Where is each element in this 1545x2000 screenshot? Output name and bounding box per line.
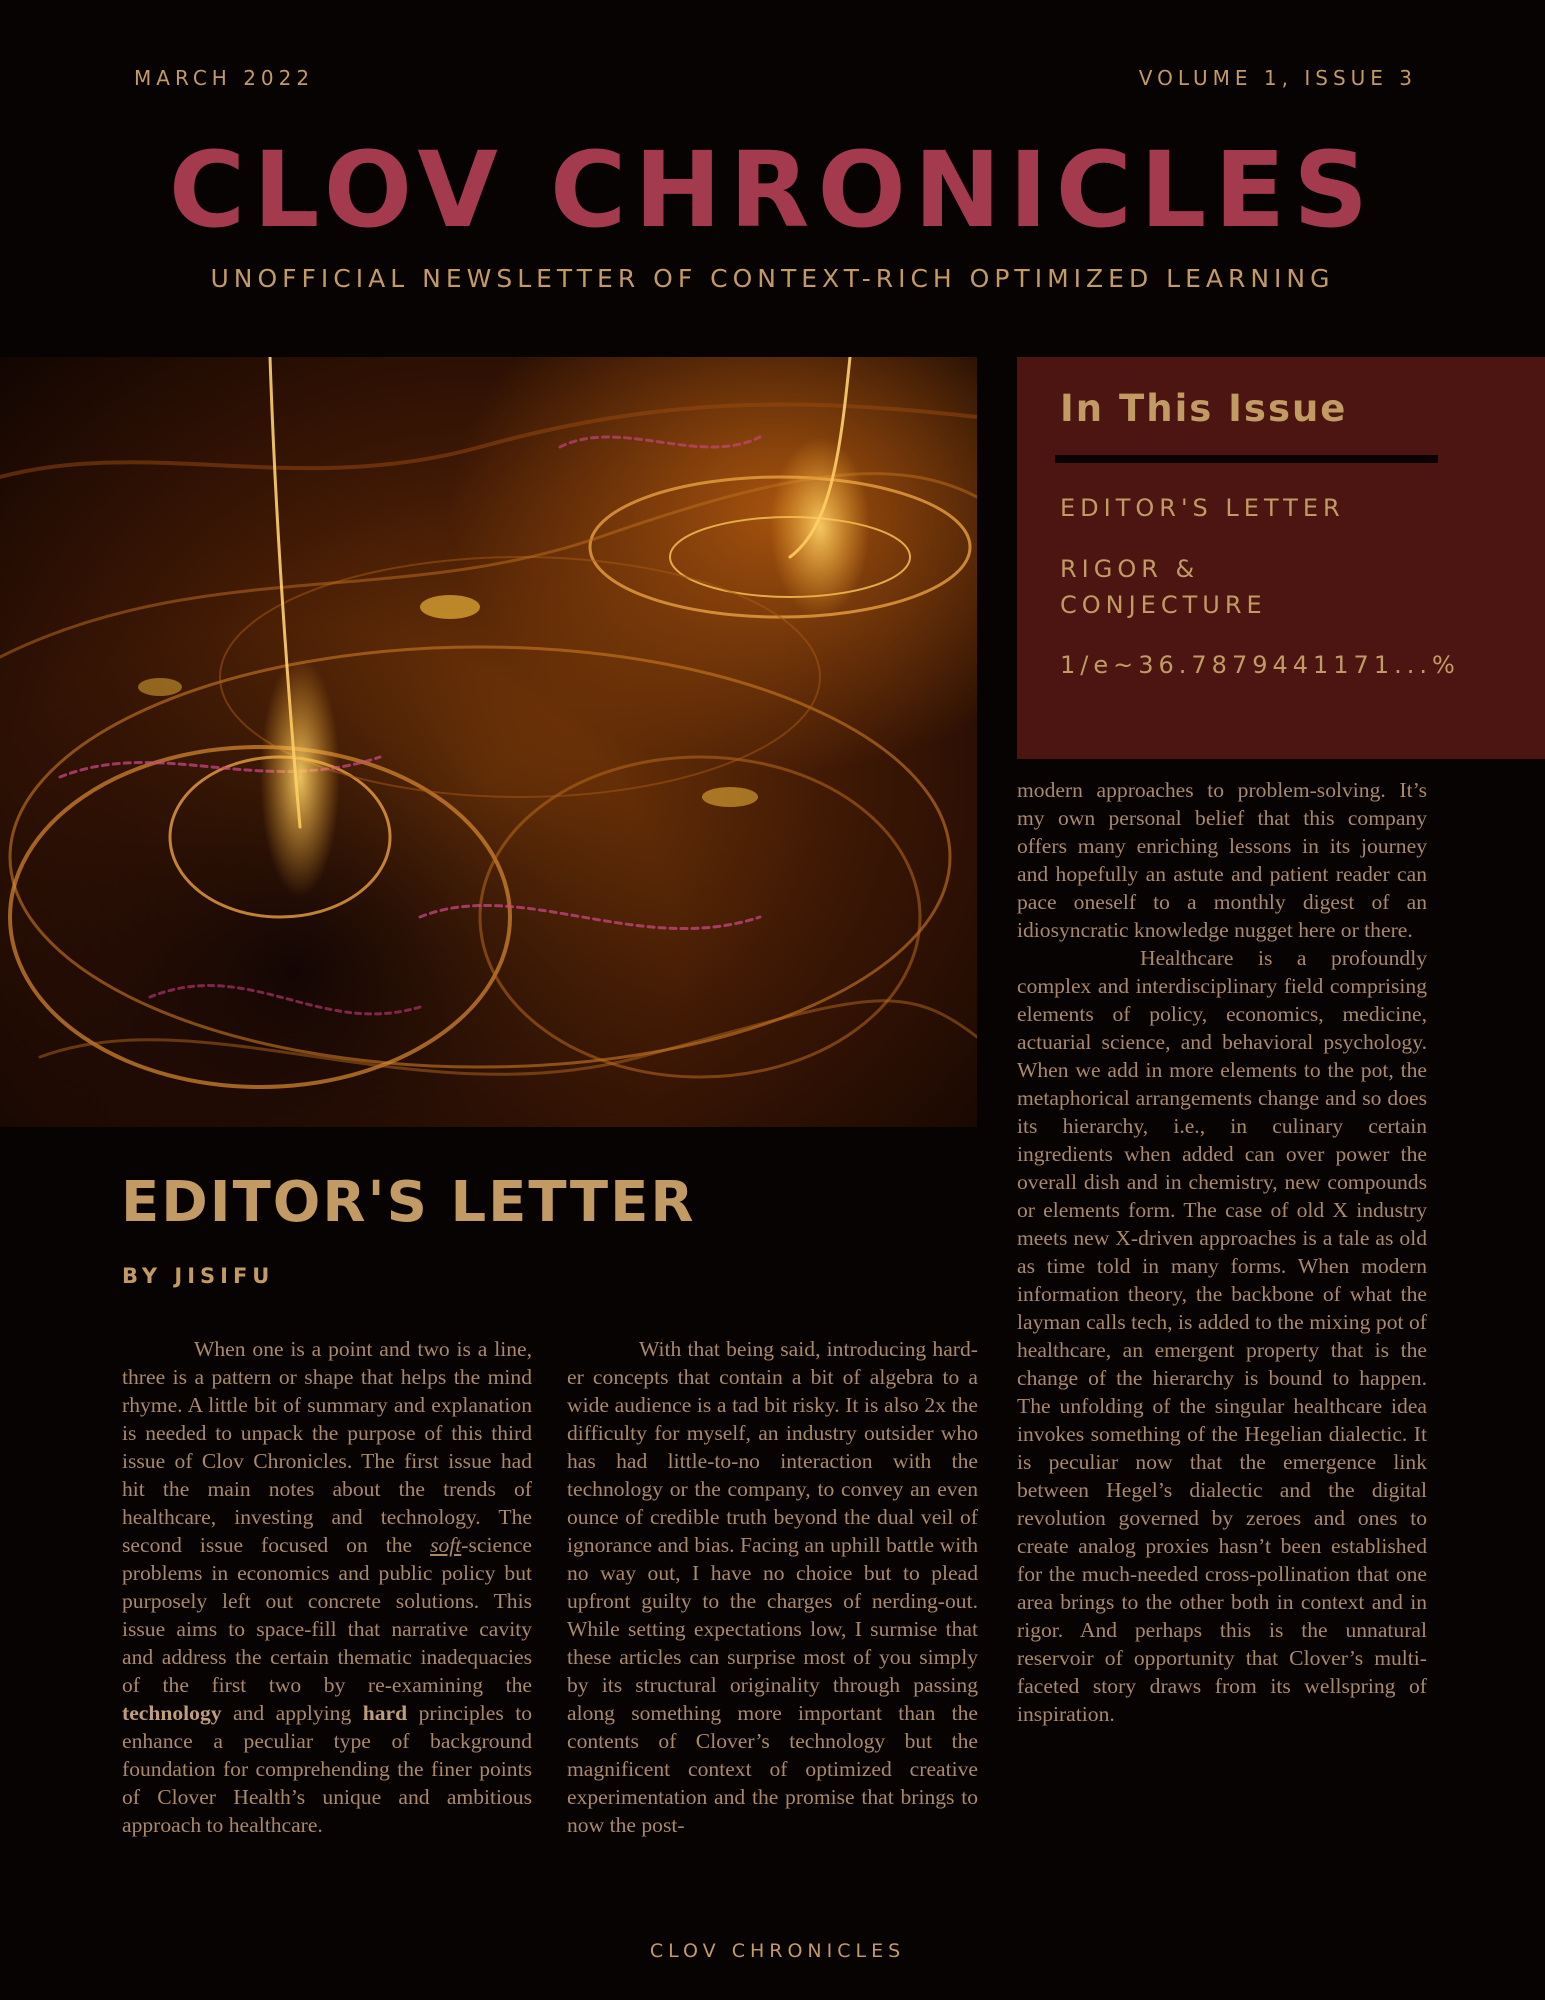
volume-issue: VOLUME 1, ISSUE 3 (1138, 66, 1417, 90)
article-paragraph: When one is a point and two is a line, three is a pattern or shape that helps the mind rhyme. A little bit of summary and explanation is needed to unpack the purpose of this third issue of Clov Chronicles. The first issue had hit the main notes about the trends of healthcare, investing and technology. The second issue focused on the soft-science problems in economics and public policy but purposely left out concrete solutions. This issue aims to space-fill that narrative cavity and address the certain thematic inadequacies of the first two by re-examining the technology and applying hard principles to enhance a peculiar type of background foundation for comprehending the finer points of Clover Health’s unique and ambitious approach to healthcare. (122, 1337, 532, 1837)
article-paragraph: modern approaches to problem-solving. It’s my own personal belief that this company offers many enriching lessons in its journey and hopefully an astute and patient reader can pace oneself to a monthly digest of an idiosyncratic knowledge nugget here or there. (1017, 778, 1427, 942)
toc-item-1-over-e[interactable]: 1/e~36.7879441171...% (1060, 651, 1460, 679)
issue-date: MARCH 2022 (134, 66, 315, 90)
article-column-1 (122, 1335, 532, 1839)
fractal-hero-image (0, 357, 977, 1127)
in-this-issue-box (1017, 357, 1545, 759)
page-footer: CLOV CHRONICLES (649, 1940, 906, 1962)
emphasis-hard: hard (362, 1701, 408, 1725)
article-title: EDITOR'S LETTER (121, 1170, 696, 1235)
masthead-tagline: UNOFFICIAL NEWSLETTER OF CONTEXT-RICH OPTIMIZED LEARNING (210, 264, 1335, 293)
masthead-title: CLOV CHRONICLES (168, 129, 1377, 251)
article-paragraph: With that being said, introducing hard-er concepts that contain a bit of algebra to a wide audience is a tad bit risky. It is also 2x the difficulty for myself, an industry outsider who has had little-to-no interaction with the technology or the company, to convey an even ounce of credible truth beyond the dual veil of ignorance and bias. Facing an uphill battle with no way out, I have no choice but to plead upfront guilty to the charges of nerding-out. While setting expectations low, I surmise that these articles can surprise most of you simply by its structural originality through passing along something more important than the contents of Clover’s technology but the magnificent context of optimized creative experimentation and the promise that brings to now the post- (567, 1337, 978, 1837)
article-byline: BY JISIFU (122, 1264, 275, 1288)
article-column-2 (567, 1335, 978, 1839)
article-paragraph: Healthcare is a profoundly complex and interdisciplinary field comprising elements of policy, economics, medicine, actuarial science, and behavioral psychology. When we add in more elements to the pot, the metaphorical arrangements change and so does its hierarchy, i.e., in culinary certain ingredients when added can over power the overall dish and in chemistry, new compounds or elements form. The case of old X industry meets new X-driven approaches is a tale as old as time told in many forms. When modern information theory, the backbone of what the layman calls tech, is added to the mixing pot of healthcare, an emergent property that is the change of the hierarchy is bound to happen. The unfolding of the singular healthcare idea invokes something of the Hegelian dialectic. It is peculiar now that the emergence link between Hegel’s dialectic and the digital revolution governed by zeroes and ones to create analog proxies hasn’t been established for the much-needed cross-pollination that one area brings to the other both in context and in rigor. And perhaps this is the unnatural reservoir of opportunity that Clover’s multi-faceted story draws from its wellspring of inspiration. (1017, 946, 1427, 1726)
toc-item-editors-letter[interactable]: EDITOR'S LETTER (1060, 494, 1345, 522)
emphasis-technology: technology (122, 1701, 222, 1725)
emphasis-soft: soft (430, 1533, 462, 1557)
in-this-issue-divider (1055, 455, 1438, 463)
article-column-3 (1017, 776, 1427, 1728)
in-this-issue-title: In This Issue (1060, 387, 1348, 430)
toc-item-rigor-conjecture[interactable]: RIGOR & CONJECTURE (1060, 555, 1267, 619)
